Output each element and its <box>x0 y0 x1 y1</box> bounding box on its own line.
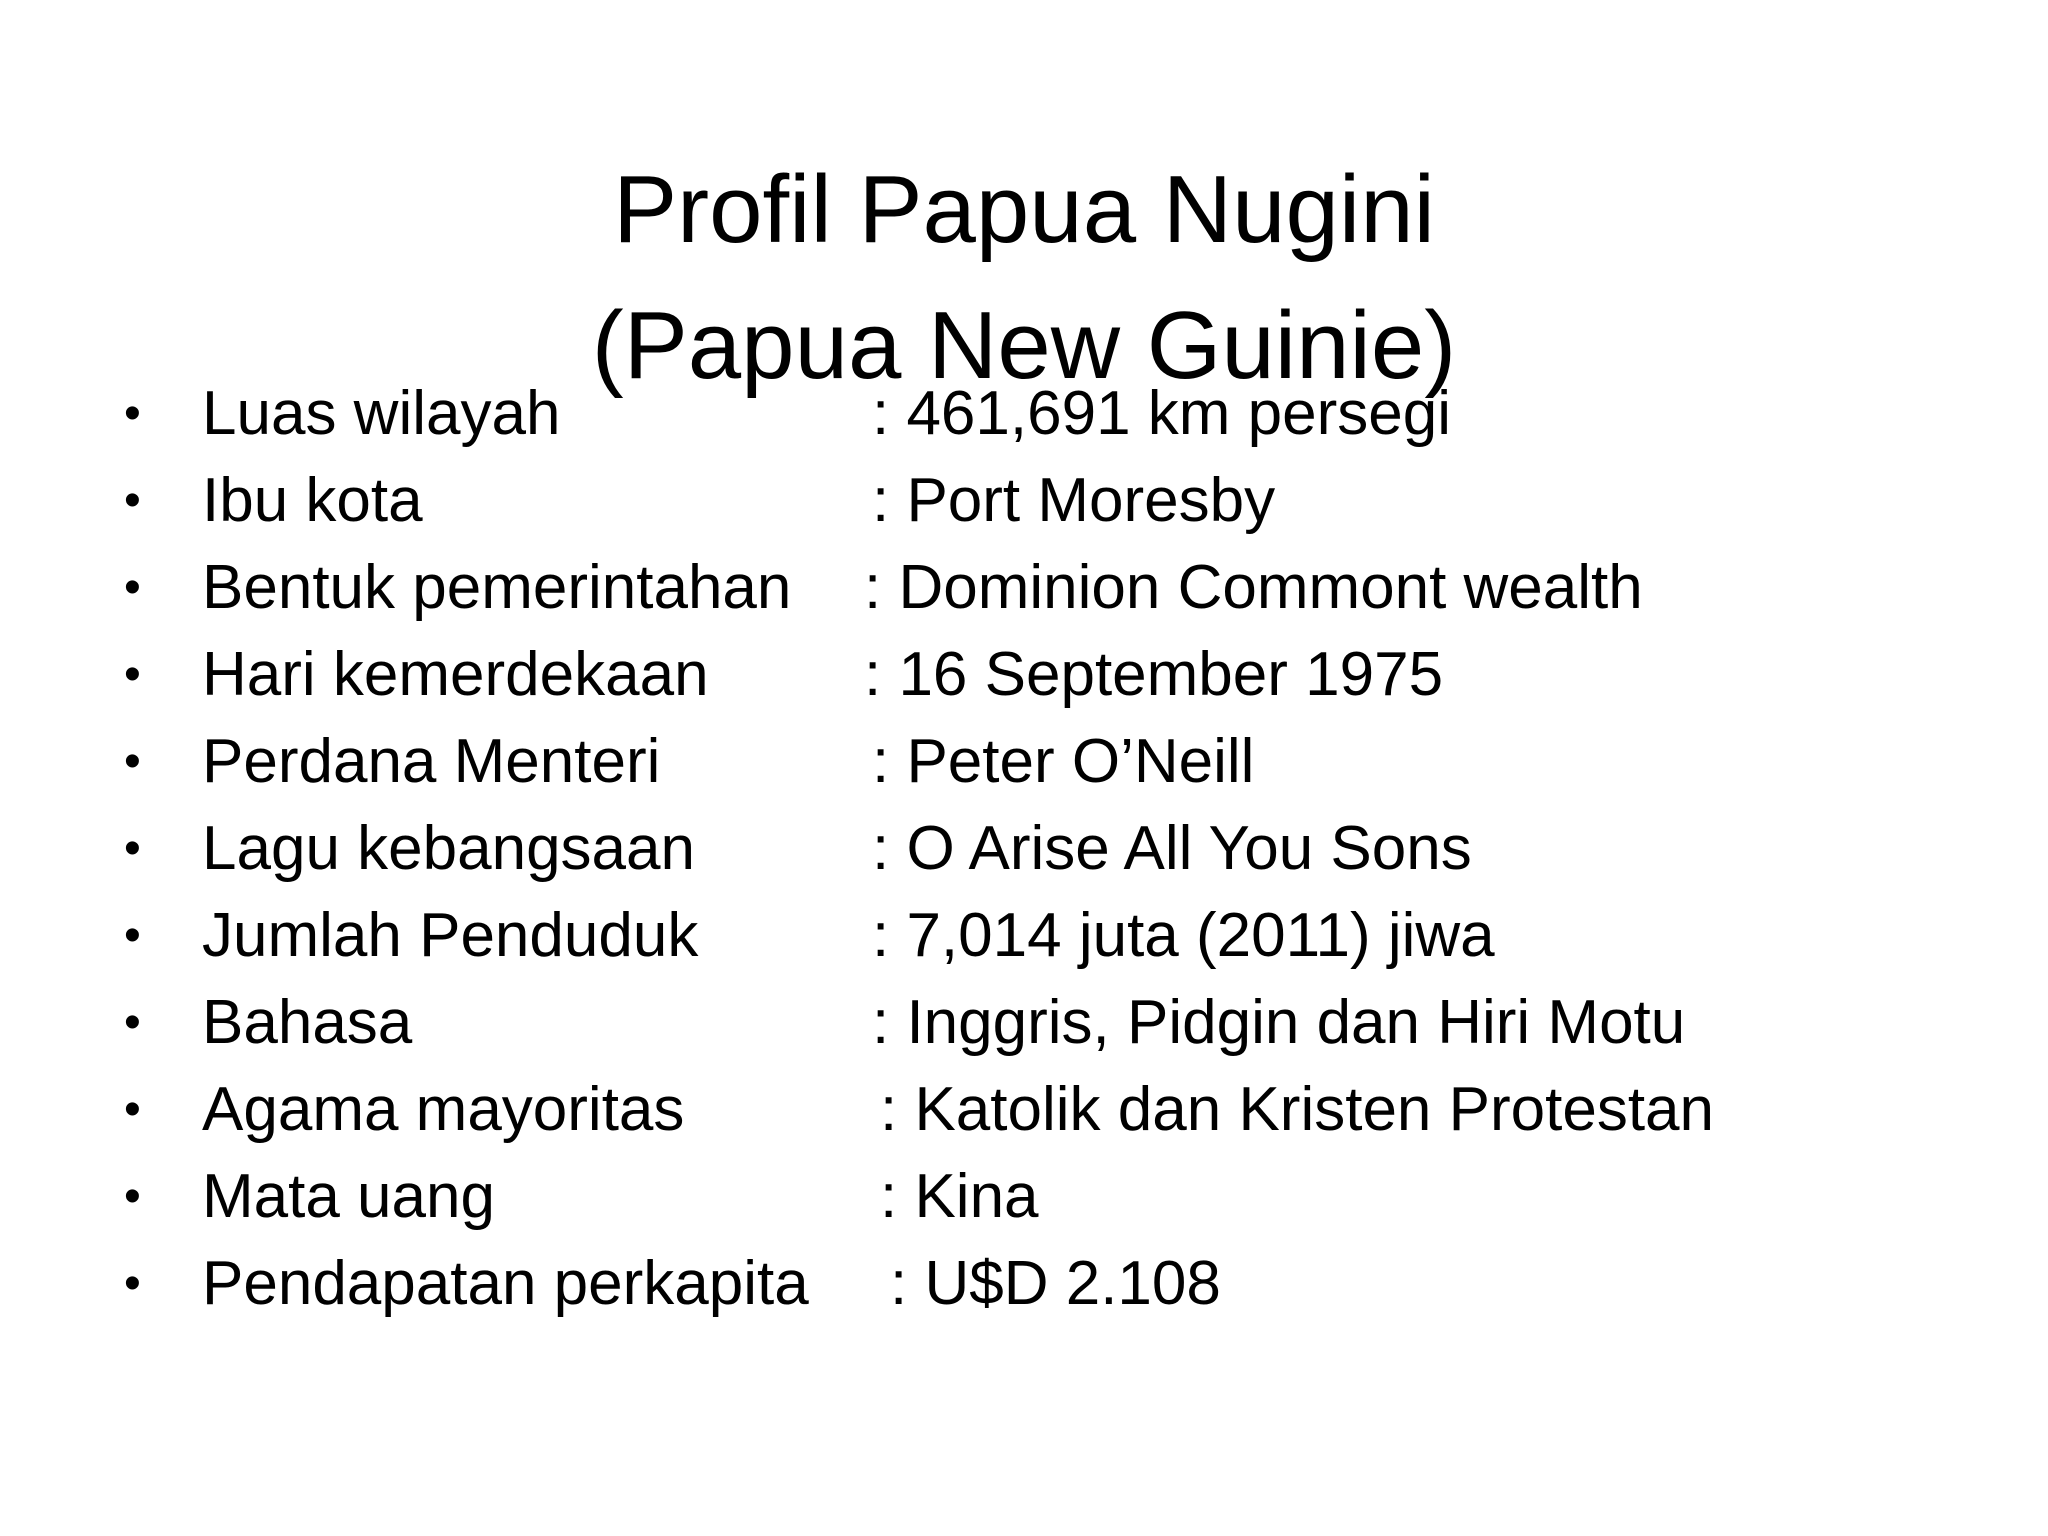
fact-label: Bentuk pemerintahan <box>202 553 792 622</box>
fact-label: Bahasa <box>202 988 413 1057</box>
bullet-icon: • <box>124 909 141 962</box>
fact-label: Mata uang <box>202 1162 495 1231</box>
bullet-icon: • <box>124 561 141 614</box>
fact-value: : U$D 2.108 <box>890 1249 1221 1318</box>
bullet-icon: • <box>124 648 141 701</box>
bullet-icon: • <box>124 474 141 527</box>
bullet-icon: • <box>124 822 141 875</box>
fact-list <box>0 370 2048 1327</box>
bullet-icon: • <box>124 996 141 1049</box>
fact-label: Jumlah Penduduk <box>202 901 699 970</box>
fact-label: Agama mayoritas <box>202 1075 685 1144</box>
fact-label: Luas wilayah <box>202 379 561 448</box>
fact-value: : Kina <box>880 1162 1039 1231</box>
bullet-icon: • <box>124 1083 141 1136</box>
fact-area <box>0 370 2048 457</box>
fact-major-religion <box>0 1066 2048 1153</box>
fact-value: : 461,691 km persegi <box>872 379 1452 448</box>
bullet-icon: • <box>124 735 141 788</box>
fact-value: : Peter O’Neill <box>872 727 1255 796</box>
fact-government <box>0 544 2048 631</box>
fact-label: Ibu kota <box>202 466 423 535</box>
fact-prime-minister <box>0 718 2048 805</box>
fact-label: Pendapatan perkapita <box>202 1249 809 1318</box>
fact-currency <box>0 1153 2048 1240</box>
fact-income-per-capita <box>0 1240 2048 1327</box>
bullet-icon: • <box>124 387 141 440</box>
fact-label: Perdana Menteri <box>202 727 661 796</box>
fact-capital <box>0 457 2048 544</box>
fact-independence-day <box>0 631 2048 718</box>
bullet-icon: • <box>124 1257 141 1310</box>
fact-value: : 7,014 juta (2011) jiwa <box>872 901 1495 970</box>
fact-national-anthem <box>0 805 2048 892</box>
fact-value: : Port Moresby <box>872 466 1276 535</box>
fact-population <box>0 892 2048 979</box>
title-line-main: Profil Papua Nugini <box>613 156 1435 264</box>
fact-value: : O Arise All You Sons <box>872 814 1472 883</box>
bullet-icon: • <box>124 1170 141 1223</box>
fact-value: : Inggris, Pidgin dan Hiri Motu <box>872 988 1686 1057</box>
title-line-subtitle: (Papua New Guinie) <box>591 292 1457 400</box>
fact-label: Hari kemerdekaan <box>202 640 709 709</box>
fact-value: : 16 September 1975 <box>864 640 1444 709</box>
fact-value: : Dominion Commont wealth <box>864 553 1643 622</box>
fact-label: Lagu kebangsaan <box>202 814 696 883</box>
fact-language <box>0 979 2048 1066</box>
fact-value: : Katolik dan Kristen Protestan <box>880 1075 1715 1144</box>
